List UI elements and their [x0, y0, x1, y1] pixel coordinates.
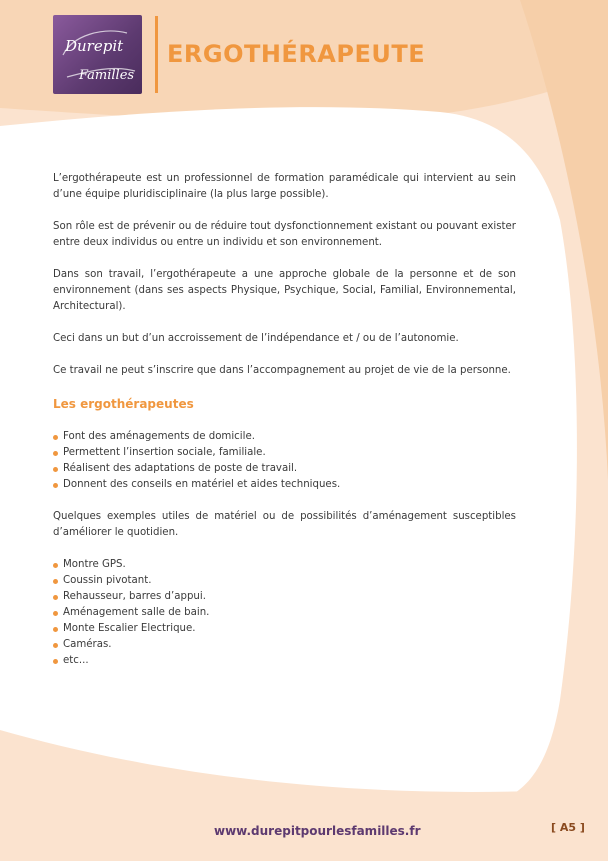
- main-content: [53, 171, 516, 685]
- list-item: Montre GPS.: [53, 557, 516, 573]
- logo-text-durepit: Durepit: [65, 37, 124, 55]
- list-item: Rehausseur, barres d’appui.: [53, 589, 516, 605]
- examples-list: [53, 557, 516, 669]
- list-item: Font des aménagements de domicile.: [53, 429, 516, 445]
- page-number: [ A5 ]: [551, 821, 585, 834]
- title-divider: [155, 16, 158, 93]
- list-item: Réalisent des adaptations de poste de travail.: [53, 461, 516, 477]
- examples-intro: Quelques exemples utiles de matériel ou de possibilités d’aménagement susceptibles d’améliorer le quotidien.: [53, 511, 516, 538]
- logo-mark: [53, 15, 142, 94]
- list-item: etc...: [53, 653, 516, 669]
- page-title: ERGOTHÉRAPEUTE: [167, 40, 426, 68]
- list-item: Coussin pivotant.: [53, 573, 516, 589]
- list-item: Caméras.: [53, 637, 516, 653]
- paragraph-life-project: Ce travail ne peut s’inscrire que dans l’accompagnement au projet de vie de la personne.: [53, 365, 511, 376]
- logo-text-familles: Familles: [79, 68, 135, 83]
- list-item: Donnent des conseils en matériel et aides techniques.: [53, 477, 516, 493]
- paragraph-goal: Ceci dans un but d’un accroissement de l’indépendance et / ou de l’autonomie.: [53, 333, 459, 344]
- list-item: Monte Escalier Electrique.: [53, 621, 516, 637]
- paragraph-definition: L’ergothérapeute est un professionnel de formation paramédicale qui intervient au sein d’une équipe pluridisciplinaire (la plus large possible).: [53, 173, 516, 200]
- list-item: Aménagement salle de bain.: [53, 605, 516, 621]
- roles-list: [53, 429, 516, 493]
- list-item: Permettent l’insertion sociale, familiale.: [53, 445, 516, 461]
- brand-logo: [53, 15, 142, 94]
- paragraph-approach: Dans son travail, l’ergothérapeute a une approche globale de la personne et de son environnement (dans ses aspects Physique, Psychique, Social, Familial, Environnemental, Architectural).: [53, 269, 516, 312]
- website-link[interactable]: www.durepitpourlesfamilles.fr: [214, 824, 421, 838]
- paragraph-role: Son rôle est de prévenir ou de réduire tout dysfonctionnement existant ou pouvant exister entre deux individus ou entre un individu et son environnement.: [53, 221, 516, 248]
- section-heading: Les ergothérapeutes: [53, 397, 194, 411]
